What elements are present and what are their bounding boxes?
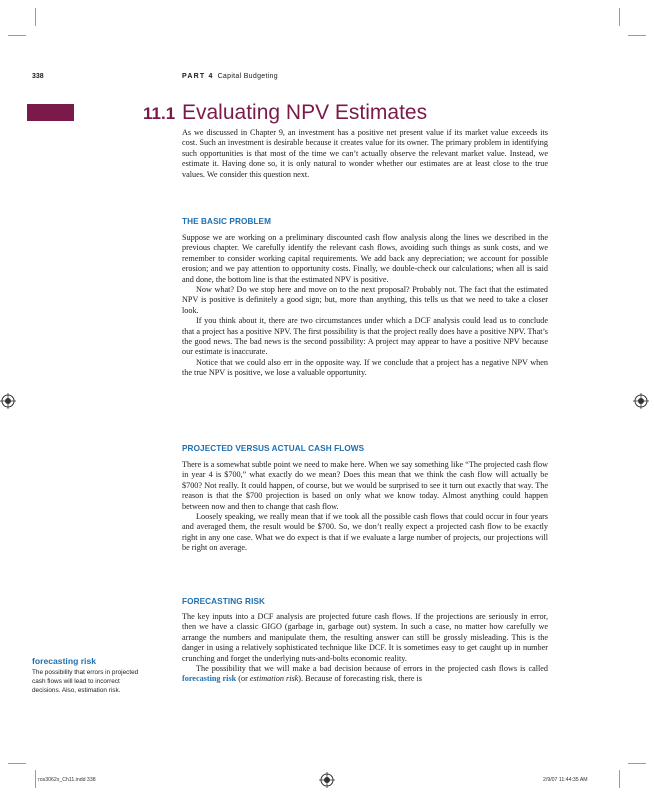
slug-file-name: ros3062x_Ch11.indd 338 xyxy=(38,777,96,783)
slug-timestamp: 2/9/07 11:44:35 AM xyxy=(543,777,588,783)
text-run: ). Because of forecasting risk, there is xyxy=(298,674,422,684)
paragraph: Suppose we are working on a preliminary discounted cash flow analysis along the lines we described in the previous chapter. We carefully identify the relevant cash flows, avoiding such things as sunk costs, and we remember to consider working capital requirements. We add back any depreciation; we account for possible erosion; and we pay attention to opportunity costs. Finally, we double-check our calculations; when all is said and done, the bottom line is that the estimated NPV is positive. xyxy=(182,233,548,284)
subheading-projected-vs-actual: PROJECTED VERSUS ACTUAL CASH FLOWS xyxy=(182,444,365,453)
running-header xyxy=(182,73,278,80)
paragraph: There is a somewhat subtle point we need to make here. When we say something like “The projected cash flow in year 4 is $700,” what exactly do we mean? Does this mean that we think the cash flow will actually be $700? Not really. It could happen, of course, but we would be surprised to see it turn out exactly that way. The reason is that the $700 projection is based on only what we know today. Almost anything could happen between now and then to change that cash flow. xyxy=(182,460,548,511)
text-run: (or xyxy=(236,674,250,684)
crop-mark-bottom-left xyxy=(35,770,36,788)
crop-mark-bottom-right xyxy=(619,770,620,788)
part-label: PART 4 xyxy=(182,73,214,80)
italic-term: estimation risk xyxy=(249,674,299,684)
crop-mark-right-bottom xyxy=(628,763,646,764)
paragraph: Now what? Do we stop here and move on to the next proposal? Probably not. The fact that the estimated NPV is positive is definitely a good sign; but, more than anything, this tells us that we need to take a closer look. xyxy=(182,285,548,315)
margin-glossary-definition: The possibility that errors in projected cash flows will lead to incorrect decisions. Also, estimation risk. xyxy=(32,669,139,695)
text-run: The possibility that we will make a bad decision because of errors in the projected cash flows is called xyxy=(196,664,548,674)
margin-glossary-term: forecasting risk xyxy=(32,656,96,666)
crop-mark-left-top xyxy=(8,35,26,36)
projected-vs-actual-body xyxy=(182,460,548,554)
registration-target-icon xyxy=(633,393,649,409)
paragraph: Loosely speaking, we really mean that if we took all the possible cash flows that could occur in four years and averaged them, the result would be $700. So, we don’t really expect a projected cash flow to be exactly right in any one case. What we do expect is that if we evaluate a large number of projects, our projections will be right on average. xyxy=(182,512,548,553)
crop-mark-top-right xyxy=(619,8,620,26)
part-title: Capital Budgeting xyxy=(217,73,278,80)
paragraph: Notice that we could also err in the opposite way. If we conclude that a project has a negative NPV when the true NPV is positive, we lose a valuable opportunity. xyxy=(182,357,548,378)
basic-problem-body xyxy=(182,233,548,379)
crop-mark-left-bottom xyxy=(8,763,26,764)
intro-text: As we discussed in Chapter 9, an investment has a positive net present value if its market value exceeds its cost. Such an investment is desirable because it creates value for its owner. The primary problem in identifying such opportunities is that most of the time we can’t actually observe the relevant market value. Instead, we estimate it. Having done so, it is only natural to wonder whether our estimates are at least close to the true values. We consider this question next. xyxy=(182,128,548,179)
subheading-forecasting-risk: FORECASTING RISK xyxy=(182,597,266,606)
crop-mark-right-top xyxy=(628,35,646,36)
key-term: forecasting risk xyxy=(182,674,237,684)
subheading-basic-problem: THE BASIC PROBLEM xyxy=(182,217,272,226)
paragraph: If you think about it, there are two circumstances under which a DCF analysis could lead us to conclude that a project has a positive NPV. The first possibility is that the project really does have a positive NPV. That’s the good news. The bad news is the second possibility: A project may appear to have a positive NPV because our estimate is inaccurate. xyxy=(182,316,548,357)
section-title: Evaluating NPV Estimates xyxy=(182,101,428,124)
registration-target-icon xyxy=(319,772,335,788)
registration-target-icon xyxy=(0,393,16,409)
paragraph: The key inputs into a DCF analysis are projected future cash flows. If the projections are seriously in error, then we have a classic GIGO (garbage in, garbage out) system. In such a case, no matter how carefully we arrange the numbers and manipulate them, the resulting answer can still be grossly misleading. This is the danger in using a relatively sophisticated technique like DCF. It is sometimes easy to get caught up in number crunching and forget the underlying nuts-and-bolts economic reality. xyxy=(182,612,548,663)
section-number: 11.1 xyxy=(143,104,176,123)
intro-paragraph xyxy=(182,128,548,180)
crop-mark-top-left xyxy=(35,8,36,26)
page-number: 338 xyxy=(32,73,44,80)
forecasting-risk-body xyxy=(182,612,548,685)
section-color-bar xyxy=(27,104,74,121)
paragraph xyxy=(182,664,548,685)
